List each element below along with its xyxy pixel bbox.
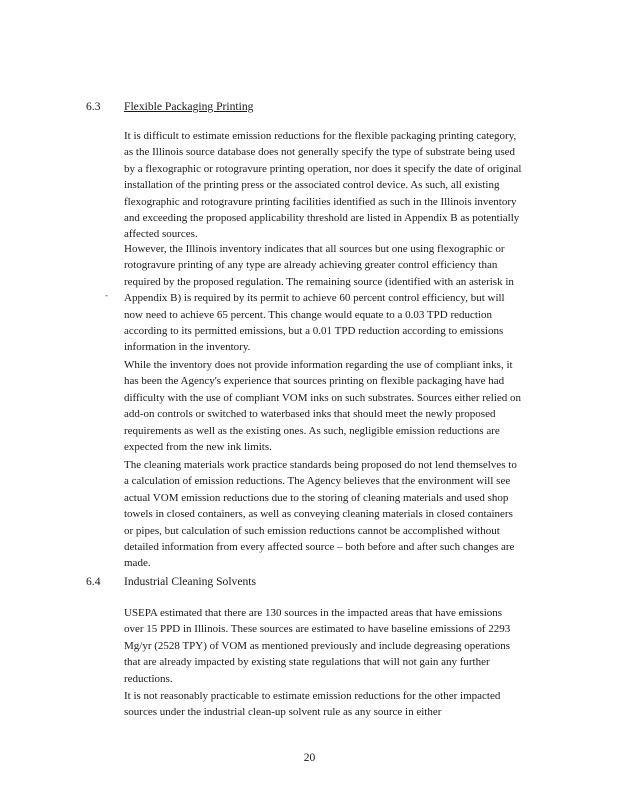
paragraph: It is not reasonably practicable to estimate emission reductions for the other impacted sources under the industrial clean-up solvent rule as any source in either [124,690,501,719]
section-heading-6-3 [86,99,253,114]
section-number: 6.3 [86,100,101,113]
paragraph: It is difficult to estimate emission reductions for the flexible packaging printing category, as the Illinois source database does not generally specify the type of substrate being used by a flexographic or rotogravure printing operation, nor does it specify the date of original installation of the printing press or the associated control device. As such, all existing flexographic and rotogravure printing facilities identified as such in the Illinois inventory and exceeding the proposed applicability threshold are listed in Appendix B as potentially affected sources. [124,130,522,241]
page-number: 20 [303,752,316,764]
paragraph: While the inventory does not provide information regarding the use of compliant inks, it has been the Agency's experience that sources printing on flexible packaging have had difficulty with the use of compliant VOM inks on such substrates. Sources either relied on add-on controls or switched to waterbased inks that should meet the newly proposed requirements as well as the existing ones. As such, negligible emission reductions are expected from the new ink limits. [124,359,522,454]
section-title: Industrial Cleaning Solvents [124,575,257,588]
paragraph: USEPA estimated that there are 130 sources in the impacted areas that have emissions over 15 PPD in Illinois. These sources are estimated to have baseline emissions of 2293 Mg/yr (2528 TPY) of VOM as mentioned previously and include degreasing operations that are already impacted by existing state regulations that will not gain any further reductions. [124,607,511,685]
paragraph: However, the Illinois inventory indicates that all sources but one using flexographic or rotogravure printing of any type are already achieving greater control efficiency than required by the proposed regulation. The remaining source (identified with an asterisk in Appendix B) is required by its permit to achieve 60 percent control efficiency, but will now need to achieve 65 percent. This change would equate to a 0.03 TPD reduction according to its permitted emissions, but a 0.01 TPD reduction according to emissions information in the inventory. [124,243,514,354]
stray-mark: - [105,290,108,300]
section-heading-6-4 [86,574,256,589]
section-title: Flexible Packaging Printing [124,100,254,113]
section-number: 6.4 [86,575,101,588]
paragraph: The cleaning materials work practice standards being proposed do not lend themselves to a calculation of emission reductions. The Agency believes that the environment will see actual VOM emission reductions due to the storing of cleaning materials and used shop towels in closed containers, as well as conveying cleaning materials in closed containers or pipes, but calculation of such emission reductions cannot be accomplished without detailed information from every affected source – both before and after such changes are made. [124,459,517,570]
